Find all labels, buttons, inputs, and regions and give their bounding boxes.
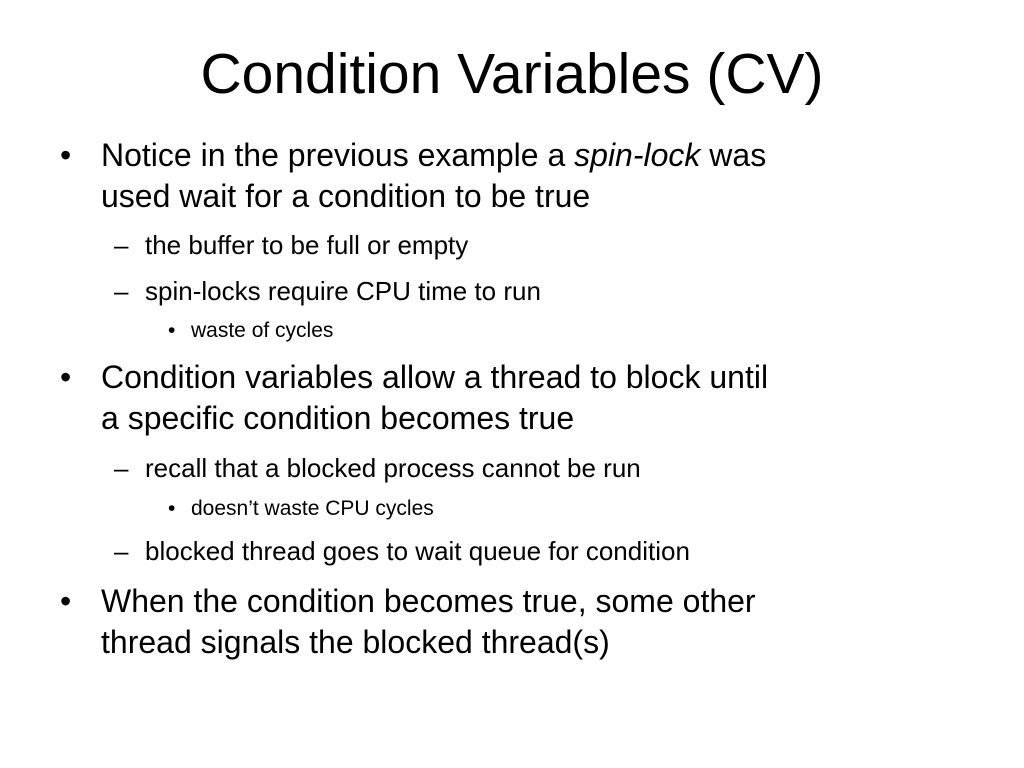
bullet-line: thread signals the blocked thread(s) [101, 624, 610, 660]
dash-marker: – [114, 536, 129, 566]
bullet-marker: • [60, 583, 72, 619]
bullet-text-part: Notice in the previous example a [101, 137, 575, 173]
bullet-text: blocked thread goes to wait queue for condition [145, 536, 690, 566]
bullet-text-part: was [700, 137, 767, 173]
bullet-line: Condition variables allow a thread to block until [101, 359, 769, 395]
bullet-marker: • [168, 497, 176, 520]
bullet-text: the buffer to be full or empty [145, 230, 469, 260]
bullet-emphasis: spin-lock [574, 137, 701, 173]
bullet-text [101, 581, 981, 663]
bullet-text: doesn’t waste CPU cycles [191, 497, 434, 520]
bullet-marker: • [60, 137, 72, 173]
bullet-text: recall that a blocked process cannot be run [145, 453, 641, 483]
slide-title: Condition Variables (CV) [200, 42, 824, 106]
bullet-line [101, 135, 981, 176]
bullet-text: spin-locks require CPU time to run [145, 276, 541, 306]
bullet-text [101, 357, 981, 439]
dash-marker: – [114, 453, 129, 483]
bullet-marker: • [168, 319, 176, 342]
dash-marker: – [114, 230, 129, 260]
bullet-line: a specific condition becomes true [101, 400, 575, 436]
bullet-text: waste of cycles [191, 319, 334, 342]
bullet-text [101, 135, 981, 217]
dash-marker: – [114, 276, 129, 306]
bullet-line: used wait for a condition to be true [101, 178, 591, 214]
bullet-line: When the condition becomes true, some other [101, 583, 756, 619]
bullet-marker: • [60, 359, 72, 395]
